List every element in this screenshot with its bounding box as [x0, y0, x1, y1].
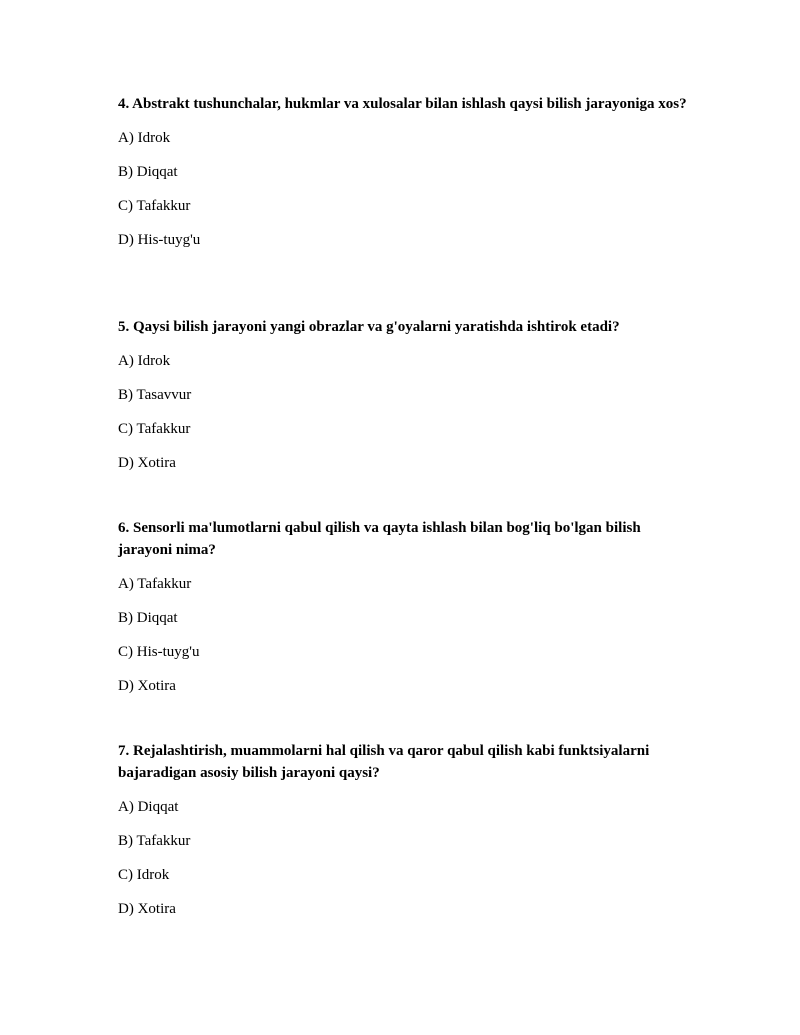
question-text: 4. Abstrakt tushunchalar, hukmlar va xulosalar bilan ishlash qaysi bilish jarayoniga xos? [118, 96, 687, 112]
option-a: A) Idrok [118, 130, 171, 146]
option-a: A) Tafakkur [118, 576, 192, 592]
option-b: B) Tafakkur [118, 833, 191, 849]
option-c: C) Idrok [118, 867, 170, 883]
option-a: A) Diqqat [118, 799, 179, 815]
option-d: D) His-tuyg'u [118, 232, 201, 248]
option-b: B) Tasavvur [118, 387, 192, 403]
option-c: C) Tafakkur [118, 198, 191, 214]
question-text: 7. Rejalashtirish, muammolarni hal qilish va qaror qabul qilish kabi funktsiyalarni bajaradigan asosiy bilish jarayoni qaysi? [118, 743, 650, 781]
option-c: C) His-tuyg'u [118, 644, 200, 660]
question-6 [118, 517, 688, 697]
question-4 [118, 93, 688, 251]
option-c: C) Tafakkur [118, 421, 191, 437]
question-text: 6. Sensorli ma'lumotlarni qabul qilish va qayta ishlash bilan bog'liq bo'lgan bilish jarayoni nima? [118, 520, 641, 558]
question-5 [118, 316, 688, 474]
option-a: A) Idrok [118, 353, 171, 369]
question-7 [118, 740, 688, 920]
option-d: D) Xotira [118, 455, 176, 471]
question-text: 5. Qaysi bilish jarayoni yangi obrazlar va g'oyalarni yaratishda ishtirok etadi? [118, 319, 620, 335]
option-b: B) Diqqat [118, 164, 178, 180]
option-d: D) Xotira [118, 678, 176, 694]
option-d: D) Xotira [118, 901, 176, 917]
option-b: B) Diqqat [118, 610, 178, 626]
